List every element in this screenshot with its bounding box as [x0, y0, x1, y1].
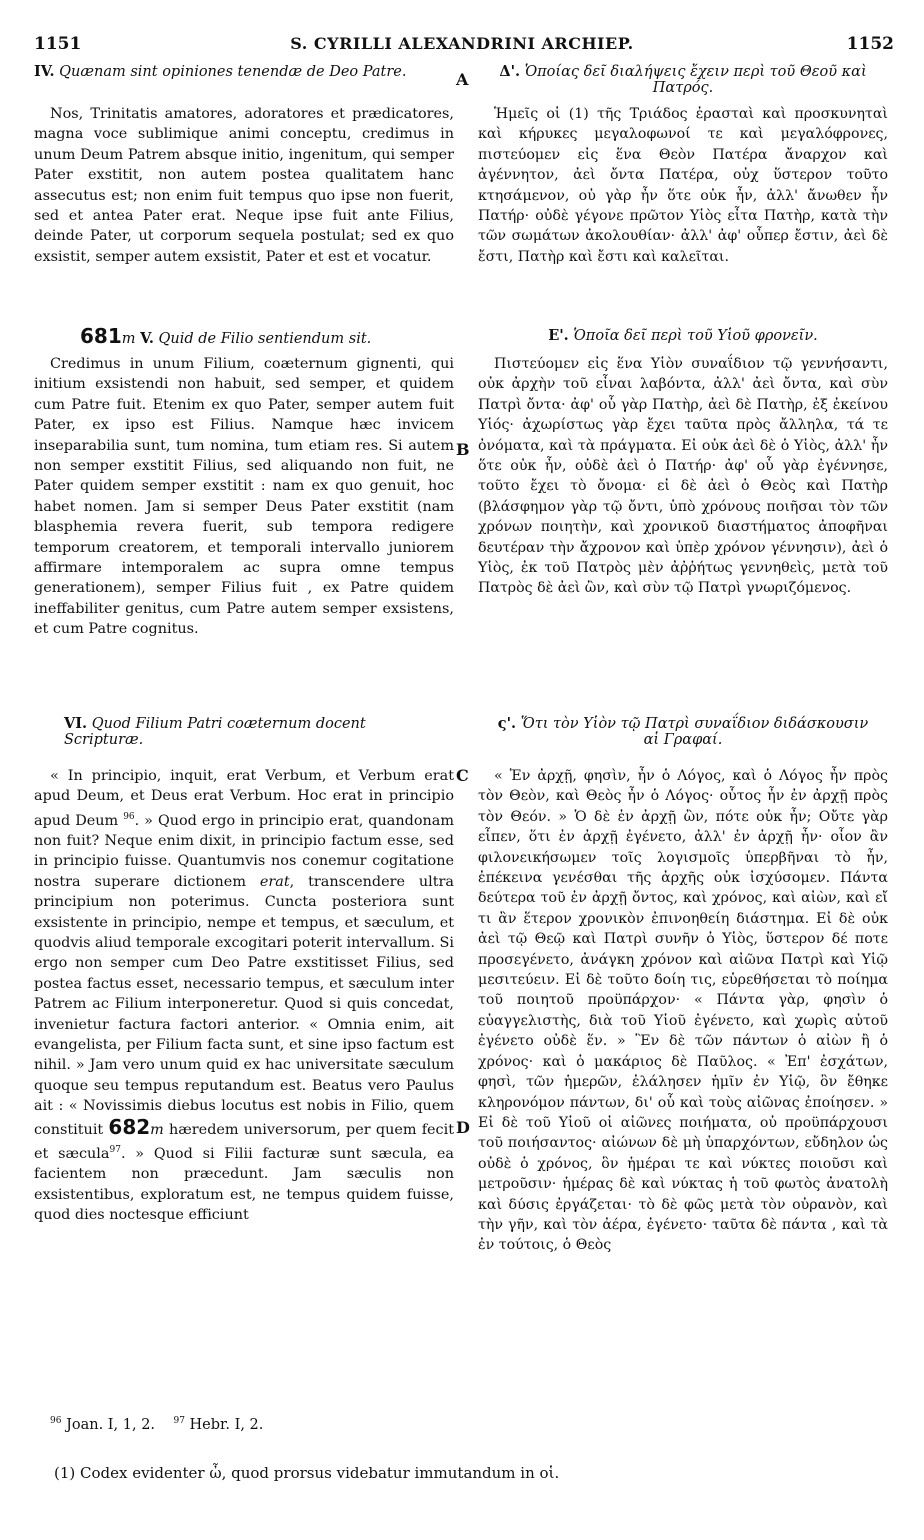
column-suffix: m: [150, 1121, 164, 1138]
text-run: hæredem universorum, per quem fecit et sæcula: [34, 1121, 454, 1162]
section-4-text-latin: Nos, Trinitatis amatores, adoratores et prædicatores, magna voce sublimique animi conceptu, credimus in unum Deum Patrem absque initio, ingenitum, qui semper Pater exstitit, non autem postea qualitatem hanc assecutus est; non enim fuit tempus quo ipse non fuerit, sed et antea Pater erat. Neque ipse fuit ante Filius, deinde Pater, ut corporum sequela postulat; sed ex quo exsistit, semper autem exsistit, Pater et est et vocatur.: [34, 106, 454, 265]
greek-column: [478, 64, 888, 1256]
section-number: V.: [140, 330, 154, 347]
section-5-heading-greek: [478, 324, 888, 354]
section-6-text-latin: [34, 766, 454, 1226]
section-title: Ὁποῖα δεῖ περὶ τοῦ Υἱοῦ φρονεῖν.: [573, 328, 818, 344]
column-number-681: 681: [80, 324, 122, 348]
column-number-682: 682: [108, 1114, 151, 1139]
footnote-text: Hebr. I, 2.: [189, 1416, 264, 1433]
text-run: . » Quod ergo in principio erat, quandonam non fuit? Neque enim dixit, in principio factum esse, sed in principio fuisse. Quantumvis nos conemur cogitatione nostra superare dictionem: [34, 812, 455, 890]
text-run: . » Quod si Filii facturæ sunt sæcula, ea facientem non præcedunt. Jam sæculis non exsistentibus, exploratum est, ne tempus quidem fuisse, quod dies noctesque efficiunt: [34, 1145, 454, 1224]
scripture-footnotes: [50, 1416, 263, 1433]
footnote-text: Joan. I, 1, 2.: [66, 1416, 156, 1433]
margin-letter-c: C: [456, 766, 469, 785]
margin-letter-b: B: [456, 440, 470, 459]
section-title: Quænam sint opiniones tenendæ de Deo Patre.: [59, 64, 407, 80]
section-6-heading-latin: [34, 716, 454, 766]
page-header: [0, 34, 924, 56]
column-suffix: m: [121, 331, 136, 347]
margin-letter-d: D: [456, 1118, 470, 1137]
running-title: S. CYRILLI ALEXANDRINI ARCHIEP.: [290, 34, 634, 53]
text-run: , transcendere ultra principium non poterimus. Cuncta posteriora sunt exsistente in principio, nempe et tempus, et sæculum, et quodvis aliud temporale excogitari poterit intervallum. Si ergo non semper cum Deo Patre exstitisset Filius, sed postea factus esset, necessario tempus, et sæculum inter Patrem ac Filium interponeretur. Quod si quis concedat, invenietur factura factori anterior. « Omnia enim, ait evangelista, per Filium facta sunt, et sine ipso factum est nihil. » Jam vero unum quid ex hac universitate sæculum quoque seu tempus reputandum est. Beatus vero Paulus ait : « Novissimis diebus locutus est nobis in Filio, quem constituit: [34, 873, 455, 1138]
footnote-number: 97: [173, 1416, 185, 1426]
section-title: Quod Filium Patri coæternum docent Scripturæ.: [64, 716, 366, 748]
page-number-right: 1152: [846, 34, 894, 54]
section-5-text-latin: Credimus in unum Filium, coæternum gignenti, qui initium exsistendi non habuit, sed semper, et quidem cum Patre fuit. Etenim ex quo Pater, semper autem fuit Pater, ex ipso est Filius. Namque hæc invicem inseparabilia sunt, tum nomina, tum etiam res. Si autem non semper exstitit Filius, sed aliquando non fuit, ne Pater quidem semper exstitit : nam ex quo genuit, hoc habet nomen. Jam si semper Deus Pater exstitit (nam blasphemia revera fuerit, sub tempora redigere temporum creatorem, et temporali intervallo juniorem affirmare intemporalem ac supra omne tempus generationem), semper Filius fuit , ex Patre quidem ineffabiliter genitus, cum Patre autem semper exsistens, et cum Patre cognitus.: [34, 356, 454, 638]
latin-column: [34, 64, 454, 1226]
section-number: Ε'.: [548, 327, 569, 344]
section-5-heading-latin: [34, 324, 454, 354]
italic-word: erat: [259, 873, 290, 890]
section-4-heading-latin: [34, 64, 454, 104]
footnote-number: 96: [50, 1416, 62, 1426]
margin-letter-a: A: [456, 70, 469, 89]
section-6-text-greek: « Ἐν ἀρχῇ, φησὶν, ἦν ὁ Λόγος, καὶ ὁ Λόγος ἦν πρὸς τὸν Θεὸν, καὶ Θεὸς ἦν ὁ Λόγος· οὗτος ἦν ἐν ἀρχῇ πρὸς τὸν Θεόν. » Ὁ δὲ ἐν ἀρχῇ ὢν, πότε οὐκ ἦν; Οὔτε γὰρ εἶπεν, ὅτι ἐν ἀρχῇ ἐγένετο, ἀλλ' ἐν ἀρχῇ ἦν· οἷον ἂν φιλονεικήσωμεν τοῖς λογισμοῖς ὑπερβῆναι τὸ ἦν, ἐπέκεινα γενέσθαι τῆς ἀρχῆς οὐκ ἰσχύσομεν. Πάντα δεύτερα τοῦ ἐν ἀρχῇ ὄντος, καὶ χρόνος, καὶ αἰὼν, καὶ εἴ τι ἂν ἕτερον χρονικὸν ἐπινοηθείη διάστημα. Εἰ δὲ οὐκ ἀεὶ τῷ Θεῷ καὶ Πατρὶ συνῆν ὁ Υἱὸς, ὕστερον δέ ποτε προσεγένετο, ἀνάγκη χρόνον καὶ αἰῶνα Πατρὶ καὶ Υἱῷ μεσιτεύειν. Εἰ δὲ τοῦτο δοίη τις, εὑρεθήσεται τὸ ποίημα τοῦ ποιητοῦ προϋπάρχον· « Πάντα γὰρ, φησὶν ὁ εὐαγγελιστὴς, διὰ τοῦ Υἱοῦ ἐγένετο, καὶ χωρὶς αὐτοῦ ἐγένετο οὐδὲ ἕν. » Ἓν δὲ τῶν πάντων ὁ αἰὼν ἢ ὁ χρόνος· καὶ ὁ μακάριος δὲ Παῦλος. « Ἐπ' ἐσχάτων, φησὶ, τῶν ἡμερῶν, ἐλάλησεν ἡμῖν ἐν Υἱῷ, ὃν ἔθηκε κληρονόμον πάντων, δι' οὗ καὶ τοὺς αἰῶνας ἐποίησεν. » Εἰ δὲ τοῦ Υἱοῦ οἱ αἰῶνες ποιήματα, οὐ προϋπάρχουσι τοῦ ποιήσαντος· αἰώνων δὲ μὴ ὑπαρχόντων, εὔδηλον ὡς οὐδὲ ὁ χρόνος, ὃν ἡμέραι τε καὶ νύκτες ποιοῦσι καὶ μετροῦσιν· ἡμέρας δὲ καὶ νύκτας ἡ τοῦ φωτὸς ἀνατολὴ καὶ δύσις ἐργάζεται· τὸ δὲ φῶς μετὰ τὸν οὐρανὸν, καὶ τὴν γῆν, καὶ τὸν ἀέρα, ἐγένετο· ταῦτα δὲ πάντα , καὶ τὰ ἐν τούτοις, ὁ Θεὸς: [478, 768, 888, 1254]
text-run: « In principio, inquit, erat Verbum, et Verbum erat apud Deum, et Deus erat Verbum. Hoc erat in principio apud Deum: [34, 768, 454, 829]
section-title: Ὁποίας δεῖ διαλήψεις ἔχειν περὶ τοῦ Θεοῦ καὶ Πατρός.: [524, 64, 867, 96]
footnote-ref: 97: [109, 1145, 121, 1156]
footnote-ref: 96: [123, 811, 135, 822]
section-4-text-greek: Ἡμεῖς οἱ (1) τῆς Τριάδος ἐρασταὶ καὶ προσκυνηταὶ καὶ κήρυκες μεγαλοφωνοί τε καὶ μεγαλόφρονες, πιστεύομεν εἰς ἕνα Θεὸν Πατέρα ἄναρχον καὶ ἀγέννητον, ἀεὶ ὄντα Πατέρα, οὐχ ὕστερον τοῦτο κτησάμενον, οὐ γὰρ ἦν ὅτε οὐκ ἦν, ἀλλ' ἄνωθεν ἦν Πατήρ· οὐδὲ γέγονε πρῶτον Υἱὸς εἶτα Πατὴρ, κατὰ τὴν τῶν σωμάτων ἀκολουθίαν· ἀλλ' ἀφ' οὗπερ ἔστιν, ἀεὶ δὲ ἔστι, Πατὴρ καὶ ἔστι καὶ καλεῖται.: [478, 106, 888, 265]
section-5-text-greek: Πιστεύομεν εἰς ἕνα Υἱὸν συναΐδιον τῷ γεννήσαντι, οὐκ ἀρχὴν τοῦ εἶναι λαβόντα, ἀλλ' ἀεὶ ὄντα, καὶ σὺν Πατρὶ ὄντα· ἀφ' οὗ γὰρ Πατὴρ, ἀεὶ δὲ Πατὴρ, ἐξ ἐκείνου Υἱός· ἀχωρίστως γὰρ ἔχει ταῦτα πρὸς ἄλληλα, τά τε ὀνόματα, καὶ τὰ πράγματα. Εἰ οὐκ ἀεὶ δὲ ὁ Υἱὸς, ἀλλ' ἦν ὅτε οὐκ ἦν, οὐδὲ ἀεὶ ὁ Πατήρ· ἀφ' οὗ γὰρ ἐγέννησε, τοῦτο ἔχει τὸ ὄνομα· εἰ δὲ ἀεὶ ὁ Θεὸς καὶ Πατὴρ (βλάσφημον γὰρ τῷ ὄντι, ὑπὸ χρόνους ποιῆσαι τὸν τῶν χρόνων ποιητὴν, καὶ χρονικοῦ διαστήματος ἀποφῆναι δευτέραν τὴν ἄχρονον καὶ ὑπὲρ χρόνον γέννησιν), ἀεὶ ὁ Υἱὸς, ἐκ τοῦ Πατρὸς μὲν ἀῤῥήτως γεννηθεὶς, μετὰ τοῦ Πατρὸς δὲ ἀεὶ ὢν, καὶ σὺν τῷ Πατρὶ γνωριζόμενος.: [478, 356, 888, 597]
section-number: IV.: [34, 63, 55, 80]
section-title: Quid de Filio sentiendum sit.: [158, 331, 372, 347]
section-number: ς'.: [497, 715, 517, 732]
section-number: Δ'.: [499, 63, 521, 80]
codex-note: (1) Codex evidenter ὦ, quod prorsus videbatur immutandum in οἱ.: [54, 1464, 560, 1482]
page-number-left: 1151: [34, 34, 82, 54]
section-6-heading-greek: [478, 716, 888, 766]
section-title: Ὅτι τὸν Υἱὸν τῷ Πατρὶ συναΐδιον διδάσκουσιν αἱ Γραφαί.: [520, 716, 869, 748]
section-number: VI.: [64, 715, 88, 732]
section-4-heading-greek: [478, 64, 888, 104]
